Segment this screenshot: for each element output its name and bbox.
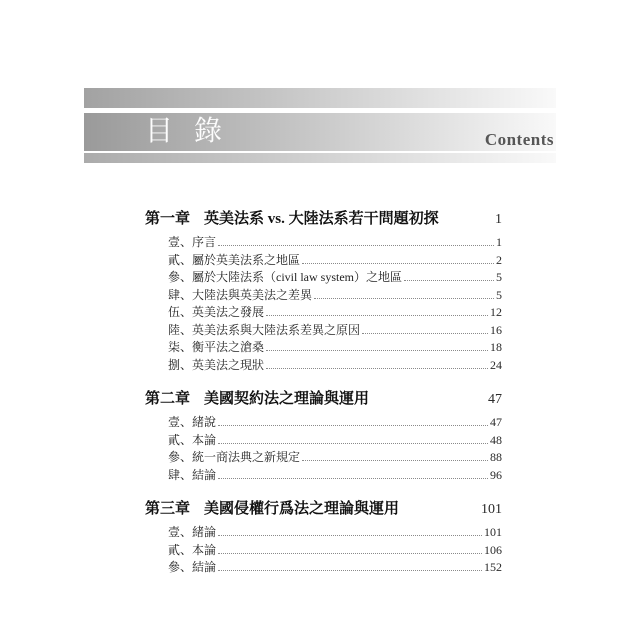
toc-entry-label: 貳、本論 <box>168 432 217 447</box>
toc-entry <box>168 467 502 485</box>
dot-leader <box>218 478 488 479</box>
toc-entry-page: 1 <box>496 235 502 249</box>
toc-entry-label: 參、屬於大陸法系（civil law system）之地區 <box>168 270 402 284</box>
toc-entry-label: 肆、結論 <box>168 467 217 482</box>
toc-entry-page: 18 <box>490 340 502 354</box>
toc-entry <box>168 304 502 322</box>
chapter-number: 第三章 <box>145 501 191 517</box>
toc-entry <box>168 414 502 432</box>
toc-entry-page: 96 <box>490 467 502 482</box>
dot-leader <box>362 333 488 334</box>
toc-entry-label: 壹、序言 <box>168 235 217 249</box>
dot-leader <box>302 460 488 461</box>
toc-entry-page: 5 <box>496 270 502 284</box>
dot-leader <box>266 368 488 369</box>
toc-entry-page: 106 <box>484 542 502 557</box>
chapter-number: 第二章 <box>145 391 191 407</box>
toc-entry-page: 2 <box>496 252 502 267</box>
toc-entry-label: 伍、英美法之發展 <box>168 305 265 319</box>
toc-entry <box>168 269 502 287</box>
toc-entry-label: 參、統一商法典之新規定 <box>168 450 301 464</box>
toc-entry-label: 陸、英美法系與大陸法系差異之原因 <box>168 322 361 337</box>
page-title-cjk: 目 錄 <box>145 116 230 147</box>
header-bottom-bar <box>84 153 556 163</box>
toc-entry-label: 柒、衡平法之滄桑 <box>168 340 265 354</box>
chapter-block-3 <box>145 500 502 577</box>
chapter-heading <box>145 390 502 409</box>
toc-entry-page: 48 <box>490 432 502 447</box>
toc-entry-page: 47 <box>490 415 502 429</box>
dot-leader <box>266 350 488 351</box>
chapter-title: 英美法系 vs. 大陸法系若干問題初探 <box>204 211 439 227</box>
dot-leader <box>404 280 494 281</box>
chapter-page-number: 47 <box>488 392 502 407</box>
chapter-page-number: 1 <box>495 212 502 227</box>
toc-entry <box>168 449 502 467</box>
toc-entry <box>168 559 502 577</box>
chapter-page-number: 101 <box>481 502 502 517</box>
chapter-heading <box>145 500 502 519</box>
toc-entry-page: 12 <box>490 305 502 319</box>
dot-leader <box>218 443 488 444</box>
toc-entry-label: 壹、緒論 <box>168 525 217 539</box>
toc-entry <box>168 252 502 270</box>
header-top-bar <box>84 88 556 108</box>
toc-entry <box>168 322 502 340</box>
toc-entry-label: 壹、緒說 <box>168 415 217 429</box>
dot-leader <box>218 535 482 536</box>
toc-entry <box>168 357 502 375</box>
toc-entry-page: 152 <box>484 560 502 574</box>
dot-leader <box>302 263 494 264</box>
toc-entry-label: 捌、英美法之現狀 <box>168 357 265 372</box>
dot-leader <box>314 298 494 299</box>
dot-leader <box>218 245 494 246</box>
chapter-block-1 <box>145 210 502 374</box>
table-of-contents <box>145 210 502 593</box>
page-title-english: Contents <box>484 130 554 149</box>
chapter-heading <box>145 210 502 229</box>
chapter-sections <box>168 414 502 484</box>
chapter-sections <box>168 524 502 577</box>
chapter-title: 美國侵權行爲法之理論與運用 <box>204 501 400 517</box>
toc-entry <box>168 432 502 450</box>
dot-leader <box>218 425 488 426</box>
dot-leader <box>266 315 488 316</box>
chapter-number: 第一章 <box>145 211 191 227</box>
toc-entry-label: 肆、大陸法與英美法之差異 <box>168 287 313 302</box>
toc-entry <box>168 524 502 542</box>
dot-leader <box>218 570 482 571</box>
toc-entry-label: 參、結論 <box>168 560 217 574</box>
chapter-sections <box>168 234 502 374</box>
toc-entry-label: 貳、屬於英美法系之地區 <box>168 252 301 267</box>
chapter-block-2 <box>145 390 502 484</box>
toc-entry-page: 5 <box>496 287 502 302</box>
toc-entry <box>168 339 502 357</box>
toc-entry <box>168 542 502 560</box>
toc-entry-page: 16 <box>490 322 502 337</box>
toc-entry <box>168 287 502 305</box>
toc-entry <box>168 234 502 252</box>
toc-entry-label: 貳、本論 <box>168 542 217 557</box>
header-banner <box>84 113 556 151</box>
toc-entry-page: 88 <box>490 450 502 464</box>
dot-leader <box>218 553 482 554</box>
chapter-title: 美國契約法之理論與運用 <box>204 391 370 407</box>
toc-entry-page: 24 <box>490 357 502 372</box>
toc-entry-page: 101 <box>484 525 502 539</box>
